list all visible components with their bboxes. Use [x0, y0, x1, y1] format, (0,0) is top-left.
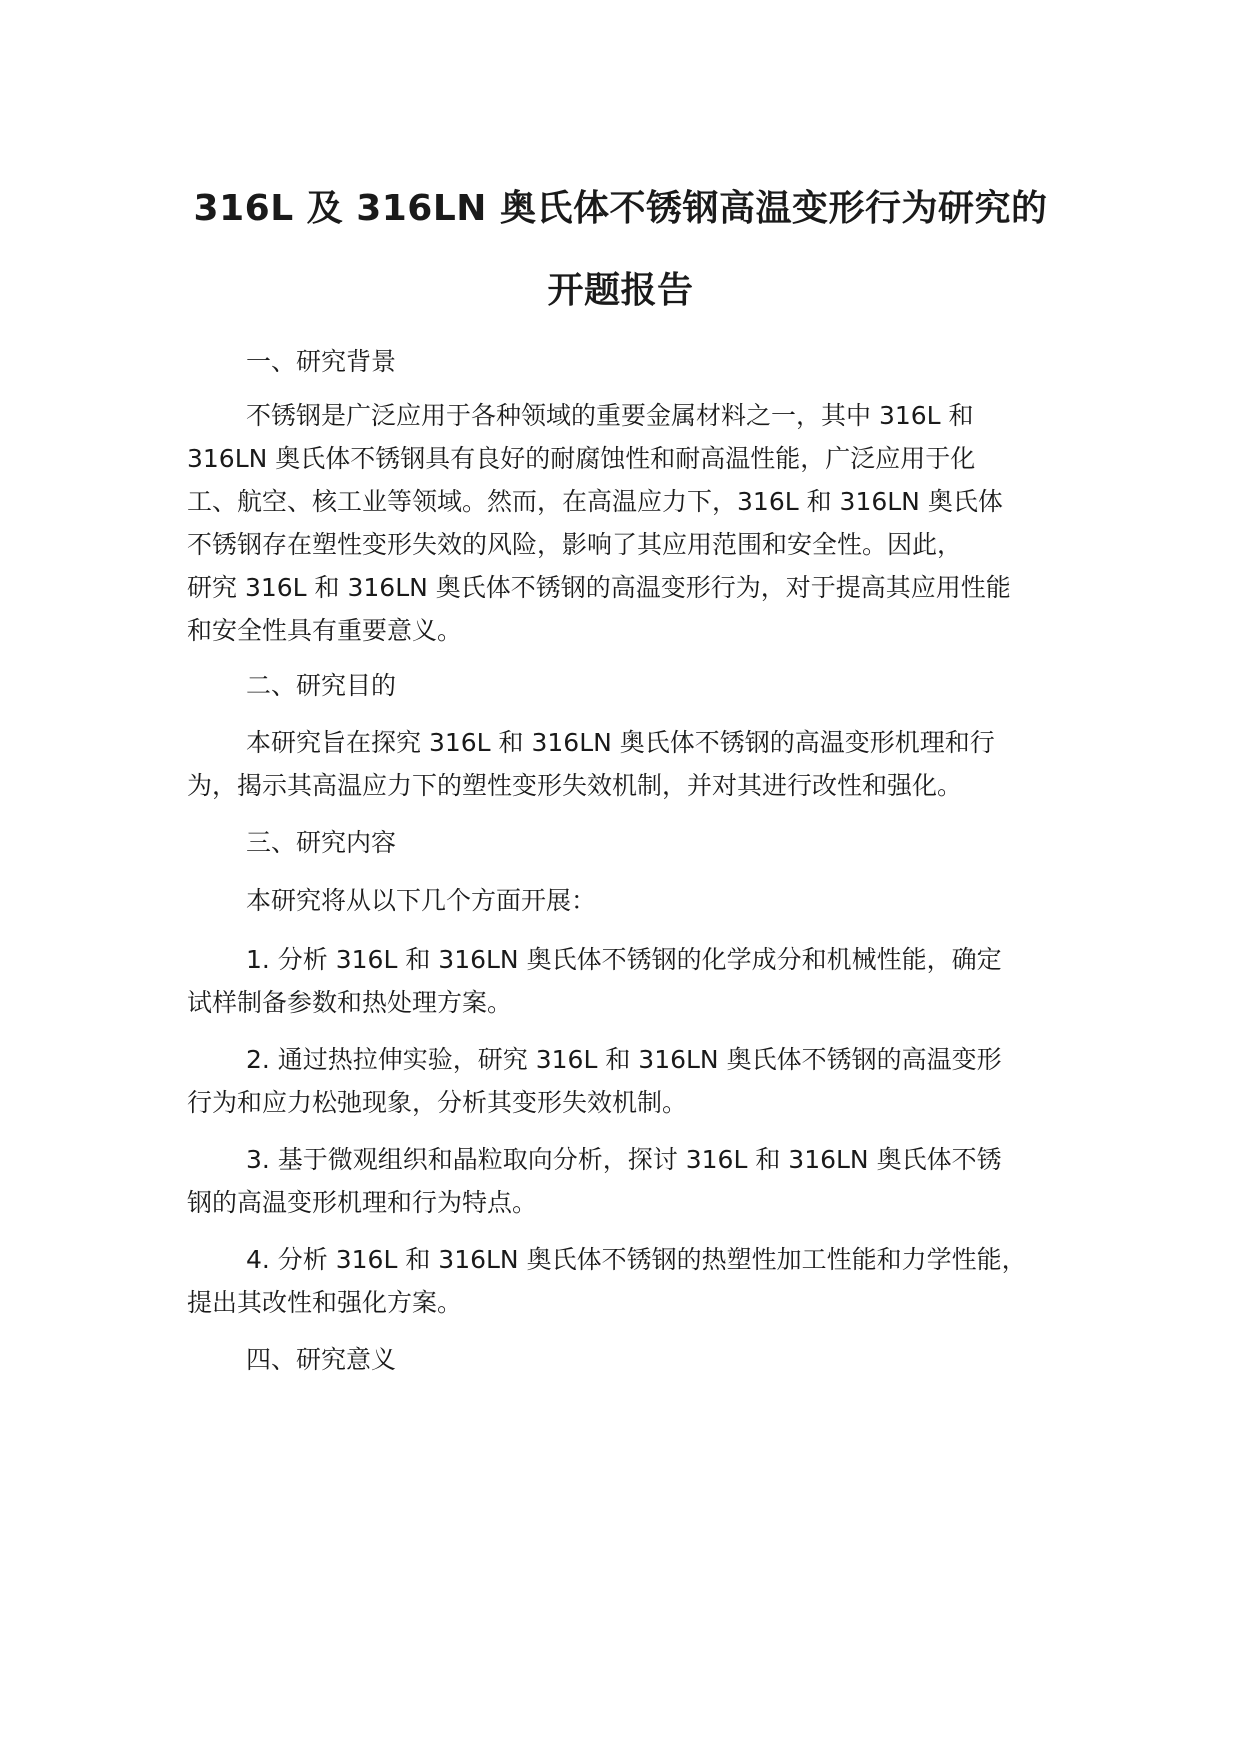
paragraph-line: 不锈钢存在塑性变形失效的风险，影响了其应用范围和安全性。因此，	[187, 530, 963, 559]
paragraph-line: 为，揭示其高温应力下的塑性变形失效机制，并对其进行改性和强化。	[187, 771, 963, 800]
list-item-line: 3. 基于微观组织和晶粒取向分析，探讨 316L 和 316LN 奥氏体不锈	[246, 1145, 1002, 1174]
paragraph-line: 本研究将从以下几个方面开展：	[246, 886, 597, 915]
paragraph-line: 本研究旨在探究 316L 和 316LN 奥氏体不锈钢的高温变形机理和行	[246, 728, 995, 757]
section-heading-purpose: 二、研究目的	[246, 671, 397, 700]
list-item-line: 行为和应力松弛现象，分析其变形失效机制。	[187, 1088, 688, 1117]
section-heading-content: 三、研究内容	[246, 828, 397, 857]
section-heading-significance: 四、研究意义	[246, 1345, 397, 1374]
paragraph-line: 不锈钢是广泛应用于各种领域的重要金属材料之一，其中 316L 和	[246, 401, 974, 430]
list-item-line: 提出其改性和强化方案。	[187, 1288, 463, 1317]
list-item-line: 4. 分析 316L 和 316LN 奥氏体不锈钢的热塑性加工性能和力学性能，	[246, 1245, 1027, 1274]
paragraph-line: 研究 316L 和 316LN 奥氏体不锈钢的高温变形行为，对于提高其应用性能	[187, 573, 1011, 602]
paragraph-line: 工、航空、核工业等领域。然而，在高温应力下，316L 和 316LN 奥氏体	[187, 487, 1003, 516]
list-item-line: 2. 通过热拉伸实验，研究 316L 和 316LN 奥氏体不锈钢的高温变形	[246, 1045, 1002, 1074]
document-title-line-1: 316L 及 316LN 奥氏体不锈钢高温变形行为研究的	[193, 188, 1048, 229]
paragraph-line: 和安全性具有重要意义。	[187, 616, 463, 645]
list-item-line: 1. 分析 316L 和 316LN 奥氏体不锈钢的化学成分和机械性能，确定	[246, 945, 1002, 974]
paragraph-line: 316LN 奥氏体不锈钢具有良好的耐腐蚀性和耐高温性能，广泛应用于化	[187, 444, 976, 473]
section-heading-background: 一、研究背景	[246, 347, 397, 376]
list-item-line: 试样制备参数和热处理方案。	[187, 988, 513, 1017]
list-item-line: 钢的高温变形机理和行为特点。	[187, 1188, 538, 1217]
document-title-line-2: 开题报告	[547, 270, 694, 311]
